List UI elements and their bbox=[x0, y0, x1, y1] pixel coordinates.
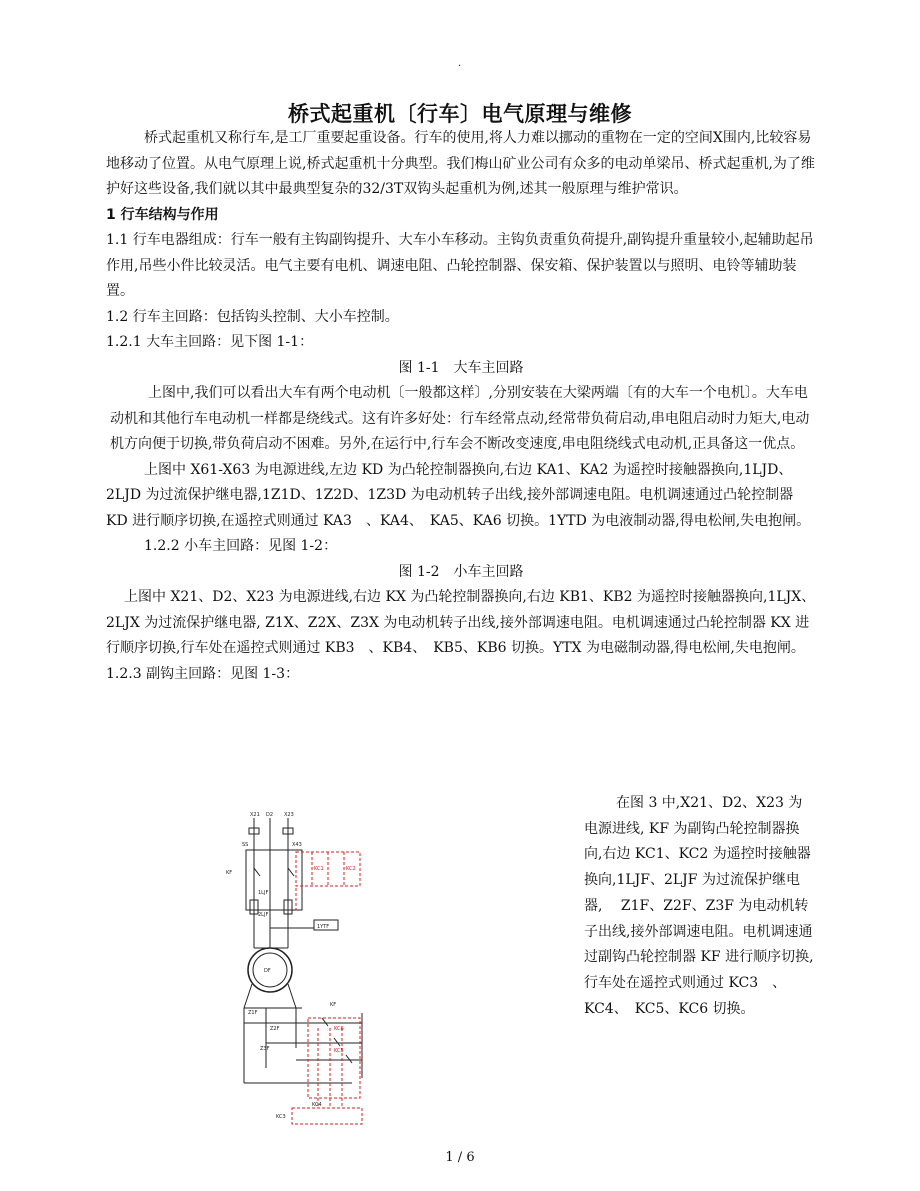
label-kc3: KC3 bbox=[276, 1114, 286, 1120]
label-kf: KF bbox=[226, 870, 233, 876]
label-motor: DF bbox=[264, 968, 271, 974]
side-paragraph: 在图 3 中,X21、D2、X23 为电源进线, KF 为副钩凸轮控制器换向,右边 KC1、KC2 为遥控时接触器换向,1LJF、2LJF 为过流保护继电器, Z1F、Z2F、Z3F 为电动机转子出线,接外部调速电阻。电机调速通过副钩凸轮控制器 KF 进行顺序切换,行车处在遥控式则通过 KC3 、KC4、 KC5、KC6 切换。 bbox=[584, 795, 814, 1017]
paragraph-1-2-1-a: 上图中,我们可以看出大车有两个电动机〔一般都这样〕,分别安装在大梁两端〔有的大车一个电机〕。大车电动机和其他行车电动机一样都是绕线式。这有许多好处：行车经常点动,经常带负荷启动,串电阻启动时力矩大,电动机方向便于切换,带负荷启动不困难。另外,在运行中,行车会不断改变速度,串电阻绕线式电动机,正具备这一优点。 bbox=[110, 385, 810, 452]
label-x43: X43 bbox=[292, 842, 302, 848]
label-kc2: KC2 bbox=[346, 866, 356, 872]
paragraph-1-2-2: 1.2.2 小车主回路：见图 1-2： bbox=[144, 538, 338, 554]
page-number: 1 / 6 bbox=[445, 1150, 475, 1165]
circuit-diagram bbox=[222, 808, 377, 1128]
paragraph-1-2-1-b: 上图中 X61-X63 为电源进线,左边 KD 为凸轮控制器换向,右边 KA1、KA2 为遥控时接触器换向,1LJD、2LJD 为过流保护继电器,1Z1D、1Z2D、1Z3D 为电动机转子出线,接外部调速电阻。电机调速通过凸轮控制器 KD 进行顺序切换,在遥控式则通过 KA3 、KA4、 KA5、KA6 切换。1YTD 为电液制动器,得电松闸,失电抱闸。 bbox=[106, 461, 811, 529]
label-kc5: KC5 bbox=[334, 1048, 344, 1054]
contactor-bottom-box bbox=[292, 1108, 362, 1124]
section-heading-1: 1 行车结构与作用 bbox=[106, 206, 219, 223]
header-dot: . bbox=[458, 58, 462, 69]
paragraph-1-2-3: 1.2.3 副钩主回路：见图 1-3： bbox=[106, 665, 300, 682]
label-z2f: Z2F bbox=[270, 1026, 280, 1032]
label-kc6: KC6 bbox=[334, 1026, 344, 1032]
label-ss: SS bbox=[242, 842, 249, 848]
paragraph-1-2-2-a: 上图中 X21、D2、X23 为电源进线,右边 KX 为凸轮控制器换向,右边 KB1、KB2 为遥控时接触器换向,1LJX、2LJX 为过流保护继电器, Z1X、Z2X、Z3X 为电动机转子出线,接外部调速电阻。电机调速通过凸轮控制器 KX 进行顺序切换,行车处在遥控式则通过 KB3 、KB4、 KB5、KB6 切换。YTX 为电磁制动器,得电松闸,失电抱闸。 bbox=[106, 589, 816, 656]
figure-caption-1-2: 图 1-2 小车主回路 bbox=[398, 563, 524, 580]
figure-caption-1-1: 图 1-1 大车主回路 bbox=[398, 359, 524, 376]
label-kc4: KC4 bbox=[312, 1102, 322, 1108]
label-kf-2: KF bbox=[330, 1002, 337, 1008]
body-top bbox=[106, 126, 816, 687]
paragraph-1-2-1: 1.2.1 大车主回路：见下图 1-1： bbox=[106, 334, 314, 350]
paragraph-1-1: 1.1 行车电器组成：行车一般有主钩副钩提升、大车小车移动。主钩负责重负荷提升,副钩提升重量较小,起辅助起吊作用,吊些小件比较灵活。电气主要有电机、调速电阻、凸轮控制器、保安箱、保护装置以与照明、电铃等辅助装置。 bbox=[106, 232, 814, 299]
label-z3f: Z3F bbox=[260, 1046, 270, 1052]
label-1ljf: 1LJF bbox=[258, 890, 269, 896]
side-text bbox=[584, 791, 816, 1022]
intro-paragraph: 桥式起重机又称行车,是工厂重要起重设备。行车的使用,将人力难以挪动的重物在一定的空间X围内,比较容易地移动了位置。从电气原理上说,桥式起重机十分典型。我们梅山矿业公司有众多的电动单梁吊、桥式起重机,为了维护好这些设备,我们就以其中最典型复杂的32/3T双钩头起重机为例,述其一般原理与维护常识。 bbox=[106, 130, 815, 197]
label-2ljf: 2LJF bbox=[258, 912, 269, 918]
label-z1f: Z1F bbox=[248, 1010, 258, 1016]
label-x21: X21 bbox=[250, 812, 260, 818]
label-d2: D2 bbox=[266, 812, 274, 818]
label-kc1: KC1 bbox=[314, 866, 324, 872]
circuit-svg bbox=[222, 808, 377, 1128]
label-x23: X23 bbox=[284, 812, 294, 818]
page-title: 桥式起重机〔行车〕电气原理与维修 bbox=[288, 102, 632, 126]
paragraph-1-2: 1.2 行车主回路：包括钩头控制、大小车控制。 bbox=[106, 308, 399, 325]
label-1ytf: 1YTF bbox=[317, 924, 330, 930]
